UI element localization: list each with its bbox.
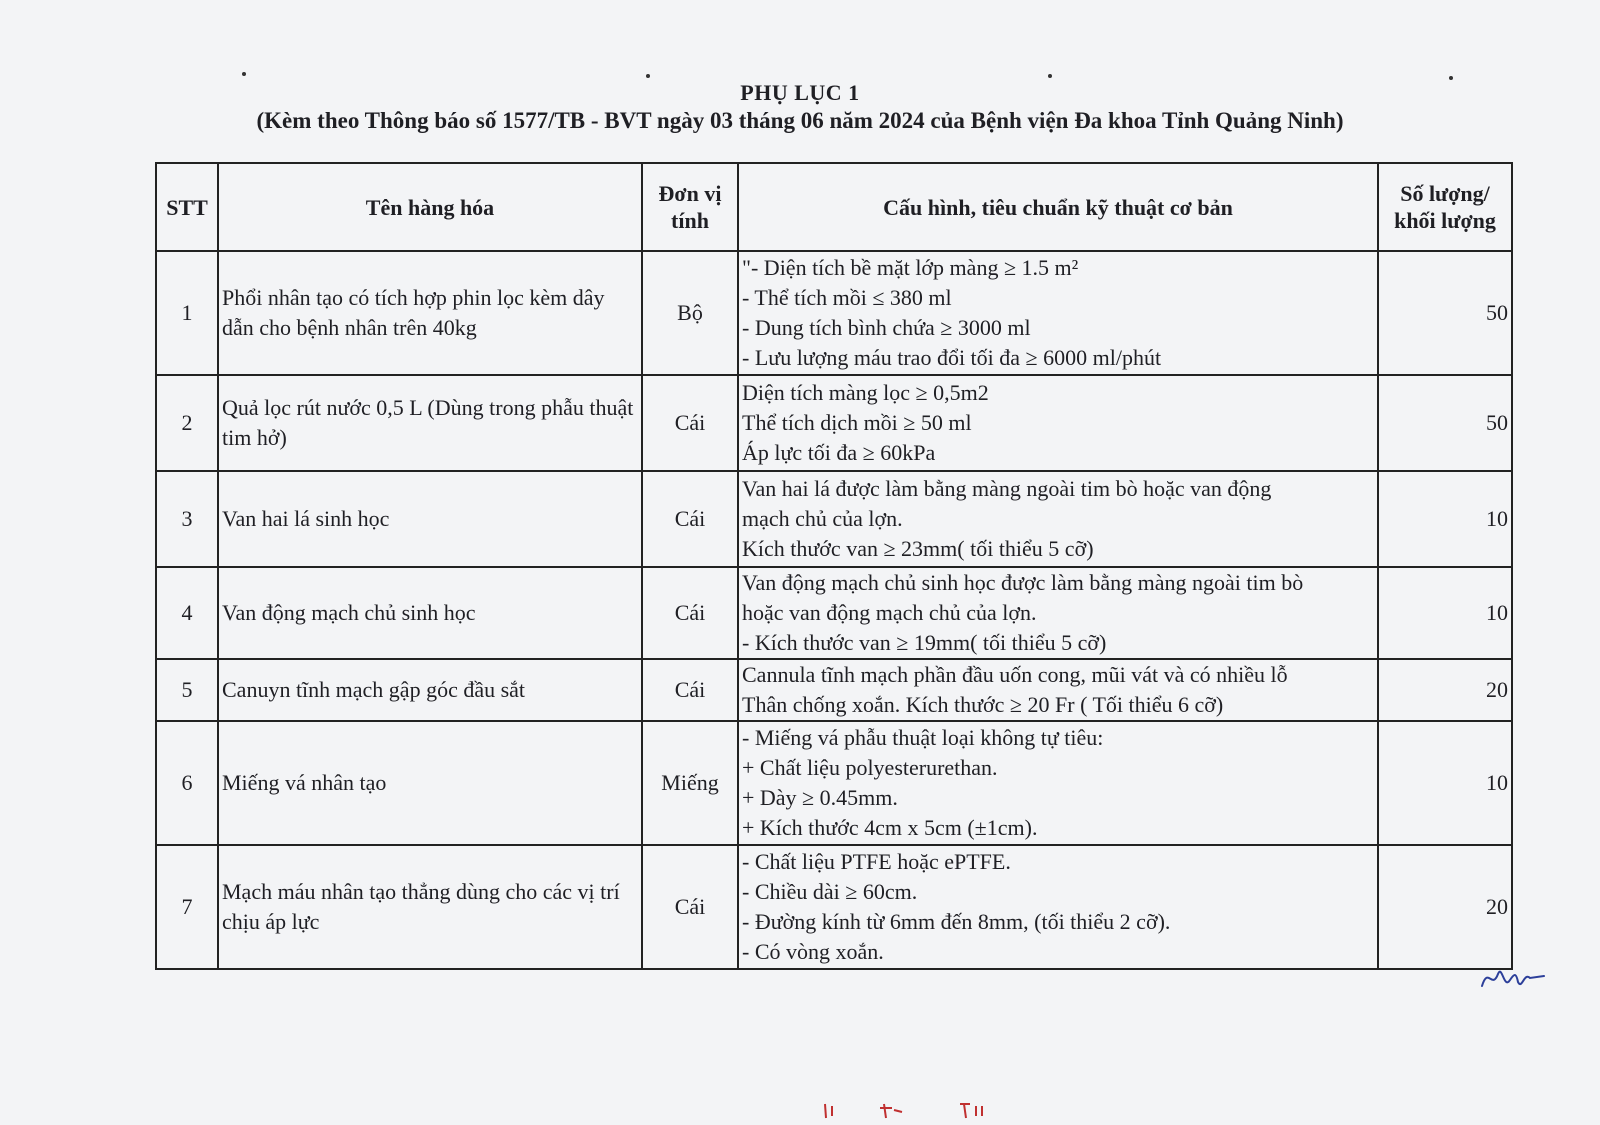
col-header-qty-line1: Số lượng/ (1400, 181, 1490, 206)
col-header-spec: Cấu hình, tiêu chuẩn kỹ thuật cơ bản (738, 163, 1378, 251)
table-row (156, 567, 1512, 659)
col-header-qty (1378, 163, 1512, 251)
cell-unit: Miếng (642, 721, 738, 845)
cell-stt: 3 (156, 471, 218, 567)
scan-speck (646, 74, 650, 78)
cell-qty: 50 (1378, 375, 1512, 471)
spec-line: - Miếng vá phẫu thuật loại không tự tiêu: (742, 725, 1104, 750)
table-row (156, 721, 1512, 845)
spec-line: + Kích thước 4cm x 5cm (±1cm). (742, 815, 1038, 840)
col-header-qty-line2: khối lượng (1394, 208, 1496, 233)
cell-spec (738, 471, 1378, 567)
stamp-fragment (820, 1100, 990, 1125)
cell-stt: 5 (156, 659, 218, 721)
spec-line: Diện tích màng lọc ≥ 0,5m2 (742, 380, 989, 405)
cell-stt: 7 (156, 845, 218, 969)
spec-line: hoặc van động mạch chủ của lợn. (742, 600, 1037, 625)
cell-name: Canuyn tĩnh mạch gập góc đầu sắt (218, 659, 642, 721)
col-header-stt: STT (156, 163, 218, 251)
cell-stt: 6 (156, 721, 218, 845)
table-row (156, 251, 1512, 375)
cell-spec (738, 375, 1378, 471)
cell-qty: 50 (1378, 251, 1512, 375)
cell-unit: Cái (642, 375, 738, 471)
stamp-marks (820, 1100, 990, 1120)
table-row (156, 845, 1512, 969)
spec-line: "- Diện tích bề mặt lớp màng ≥ 1.5 m² (742, 255, 1079, 280)
spec-line: Van động mạch chủ sinh học được làm bằng màng ngoài tim bò (742, 570, 1304, 595)
spec-line: Kích thước van ≥ 23mm( tối thiểu 5 cỡ) (742, 536, 1094, 561)
spec-line: Thể tích dịch mồi ≥ 50 ml (742, 410, 972, 435)
cell-name: Mạch máu nhân tạo thẳng dùng cho các vị trí chịu áp lực (218, 845, 642, 969)
table-header-row (156, 163, 1512, 251)
cell-name: Quả lọc rút nước 0,5 L (Dùng trong phẫu thuật tim hở) (218, 375, 642, 471)
cell-qty: 20 (1378, 845, 1512, 969)
table-row (156, 471, 1512, 567)
table-row (156, 659, 1512, 721)
cell-stt: 2 (156, 375, 218, 471)
cell-stt: 1 (156, 251, 218, 375)
cell-name: Van hai lá sinh học (218, 471, 642, 567)
cell-spec (738, 845, 1378, 969)
cell-qty: 20 (1378, 659, 1512, 721)
spec-line: - Chiều dài ≥ 60cm. (742, 879, 918, 904)
spec-line: Thân chống xoắn. Kích thước ≥ 20 Fr ( Tối thiểu 6 cỡ) (742, 692, 1224, 717)
spec-line: - Thể tích mồi ≤ 380 ml (742, 285, 952, 310)
col-header-unit-line2: tính (671, 208, 709, 233)
cell-qty: 10 (1378, 567, 1512, 659)
spec-line: Áp lực tối đa ≥ 60kPa (742, 440, 936, 465)
spec-line: - Chất liệu PTFE hoặc ePTFE. (742, 849, 1011, 874)
spec-line: - Lưu lượng máu trao đổi tối đa ≥ 6000 ml/phút (742, 345, 1162, 370)
spec-line: Van hai lá được làm bằng màng ngoài tim bò hoặc van động (742, 476, 1272, 501)
scan-speck (1048, 74, 1052, 78)
cell-spec (738, 567, 1378, 659)
spec-line: - Kích thước van ≥ 19mm( tối thiểu 5 cỡ) (742, 630, 1107, 655)
cell-unit: Bộ (642, 251, 738, 375)
spec-line: Cannula tĩnh mạch phần đầu uốn cong, mũi vát và có nhiều lỗ (742, 662, 1288, 687)
signature-mark (1478, 960, 1548, 1000)
cell-qty: 10 (1378, 721, 1512, 845)
col-header-unit-line1: Đơn vị (658, 181, 722, 206)
cell-unit: Cái (642, 659, 738, 721)
appendix-title: PHỤ LỤC 1 (740, 80, 860, 105)
col-header-unit (642, 163, 738, 251)
cell-spec (738, 251, 1378, 375)
spec-line: - Có vòng xoắn. (742, 939, 884, 964)
cell-name: Miếng vá nhân tạo (218, 721, 642, 845)
scan-speck (242, 72, 246, 76)
cell-unit: Cái (642, 567, 738, 659)
cell-spec (738, 721, 1378, 845)
goods-table (155, 162, 1513, 970)
scan-speck (1449, 76, 1453, 80)
cell-spec (738, 659, 1378, 721)
cell-name: Phổi nhân tạo có tích hợp phin lọc kèm dây dẫn cho bệnh nhân trên 40kg (218, 251, 642, 375)
appendix-subtitle: (Kèm theo Thông báo số 1577/TB - BVT ngày 03 tháng 06 năm 2024 của Bệnh viện Đa khoa Tỉnh Quảng Ninh) (256, 108, 1344, 133)
cell-name: Van động mạch chủ sinh học (218, 567, 642, 659)
spec-line: + Dày ≥ 0.45mm. (742, 785, 898, 810)
cell-stt: 4 (156, 567, 218, 659)
cell-unit: Cái (642, 471, 738, 567)
cell-qty: 10 (1378, 471, 1512, 567)
table-row (156, 375, 1512, 471)
cell-unit: Cái (642, 845, 738, 969)
spec-line: - Đường kính từ 6mm đến 8mm, (tối thiểu 2 cỡ). (742, 909, 1171, 934)
spec-line: - Dung tích bình chứa ≥ 3000 ml (742, 315, 1031, 340)
spec-line: mạch chủ của lợn. (742, 506, 903, 531)
col-header-name: Tên hàng hóa (218, 163, 642, 251)
spec-line: + Chất liệu polyesterurethan. (742, 755, 998, 780)
